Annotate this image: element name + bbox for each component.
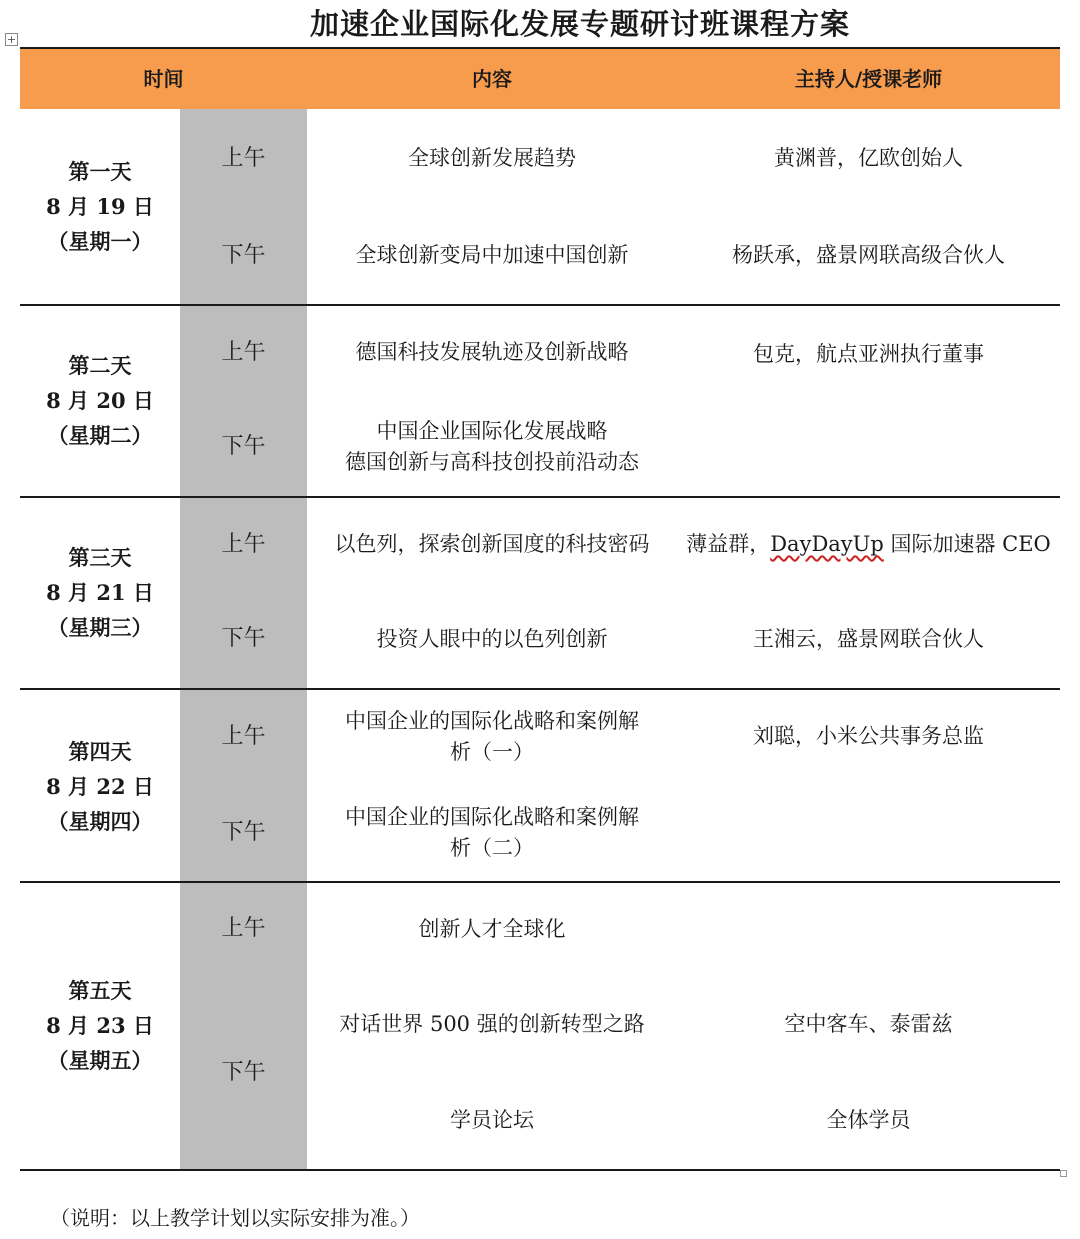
day-name: 第二天 xyxy=(68,353,132,378)
period-am: 上午 xyxy=(221,724,266,749)
day-date: 8 月 23 日 xyxy=(46,1013,154,1038)
header-host: 主持人/授课老师 xyxy=(794,67,943,91)
period-pm: 下午 xyxy=(221,626,266,651)
host-cell: 刘聪，小米公共事务总监 xyxy=(753,724,984,748)
period-pm: 下午 xyxy=(221,243,266,268)
period-am: 上午 xyxy=(221,916,266,941)
period-am: 上午 xyxy=(221,532,266,557)
footnote: （说明：以上教学计划以实际安排为准。） xyxy=(50,1206,420,1230)
content-cell: 投资人眼中的以色列创新 xyxy=(376,627,608,651)
host-cell: 空中客车、泰雷兹 xyxy=(784,1012,953,1036)
host-cell: 包克，航点亚洲执行董事 xyxy=(753,342,984,366)
content-cell: 对话世界 500 强的创新转型之路 xyxy=(339,1012,645,1036)
table-bottom-border xyxy=(20,1169,1060,1171)
day-date: 8 月 22 日 xyxy=(46,774,154,799)
day-date: 8 月 19 日 xyxy=(46,194,154,219)
day-separator xyxy=(20,304,1060,306)
day-label-5 xyxy=(20,973,180,1078)
content-cell: 以色列，探索创新国度的科技密码 xyxy=(334,532,650,556)
content-cell: 全球创新发展趋势 xyxy=(408,146,576,170)
table-header-row xyxy=(20,47,1060,109)
day-weekday: （星期二） xyxy=(47,423,153,448)
spellcheck-marked-text: DayDayUp xyxy=(770,532,884,556)
day-weekday: （星期四） xyxy=(47,809,153,834)
header-time: 时间 xyxy=(143,67,184,91)
content-cell: 全球创新变局中加速中国创新 xyxy=(355,243,629,267)
day-weekday: （星期一） xyxy=(47,229,153,254)
content-cell: 德国科技发展轨迹及创新战略 xyxy=(355,340,629,364)
schedule-table xyxy=(20,47,1060,1171)
header-content: 内容 xyxy=(472,67,512,91)
table-resize-handle[interactable] xyxy=(1060,1170,1067,1177)
period-pm: 下午 xyxy=(221,1060,266,1085)
host-cell: 薄益群，DayDayUp 国际加速器 CEO xyxy=(686,532,1051,556)
day-name: 第三天 xyxy=(68,545,132,570)
content-cell: 中国企业的国际化战略和案例解 析（一） xyxy=(345,709,639,764)
host-cell: 杨跃承，盛景网联高级合伙人 xyxy=(732,243,1005,267)
day-weekday: （星期三） xyxy=(47,615,153,640)
day-label-4 xyxy=(20,734,180,839)
content-cell: 中国企业国际化发展战略 德国创新与高科技创投前沿动态 xyxy=(345,419,639,474)
document-title: 加速企业国际化发展专题研讨班课程方案 xyxy=(309,7,850,41)
day-label-3 xyxy=(20,540,180,645)
host-cell: 王湘云，盛景网联合伙人 xyxy=(753,627,984,651)
content-cell: 中国企业的国际化战略和案例解 析（二） xyxy=(345,805,639,860)
day-name: 第五天 xyxy=(68,978,132,1003)
table-move-handle-icon[interactable]: + xyxy=(6,33,17,46)
period-am: 上午 xyxy=(221,146,266,171)
day-weekday: （星期五） xyxy=(47,1048,153,1073)
day-separator xyxy=(20,496,1060,498)
day-date: 8 月 21 日 xyxy=(46,580,154,605)
period-pm: 下午 xyxy=(221,434,266,459)
period-am: 上午 xyxy=(221,340,266,365)
host-cell: 全体学员 xyxy=(826,1108,911,1132)
day-name: 第四天 xyxy=(68,739,132,764)
day-separator xyxy=(20,688,1060,690)
day-name: 第一天 xyxy=(68,159,132,184)
day-label-2 xyxy=(20,348,180,453)
period-pm: 下午 xyxy=(221,820,266,845)
content-cell: 创新人才全球化 xyxy=(418,917,566,941)
host-cell: 黄渊普，亿欧创始人 xyxy=(774,146,963,170)
day-label-1 xyxy=(20,154,180,259)
day-date: 8 月 20 日 xyxy=(46,388,154,413)
day-separator xyxy=(20,881,1060,883)
content-cell: 学员论坛 xyxy=(450,1108,534,1132)
